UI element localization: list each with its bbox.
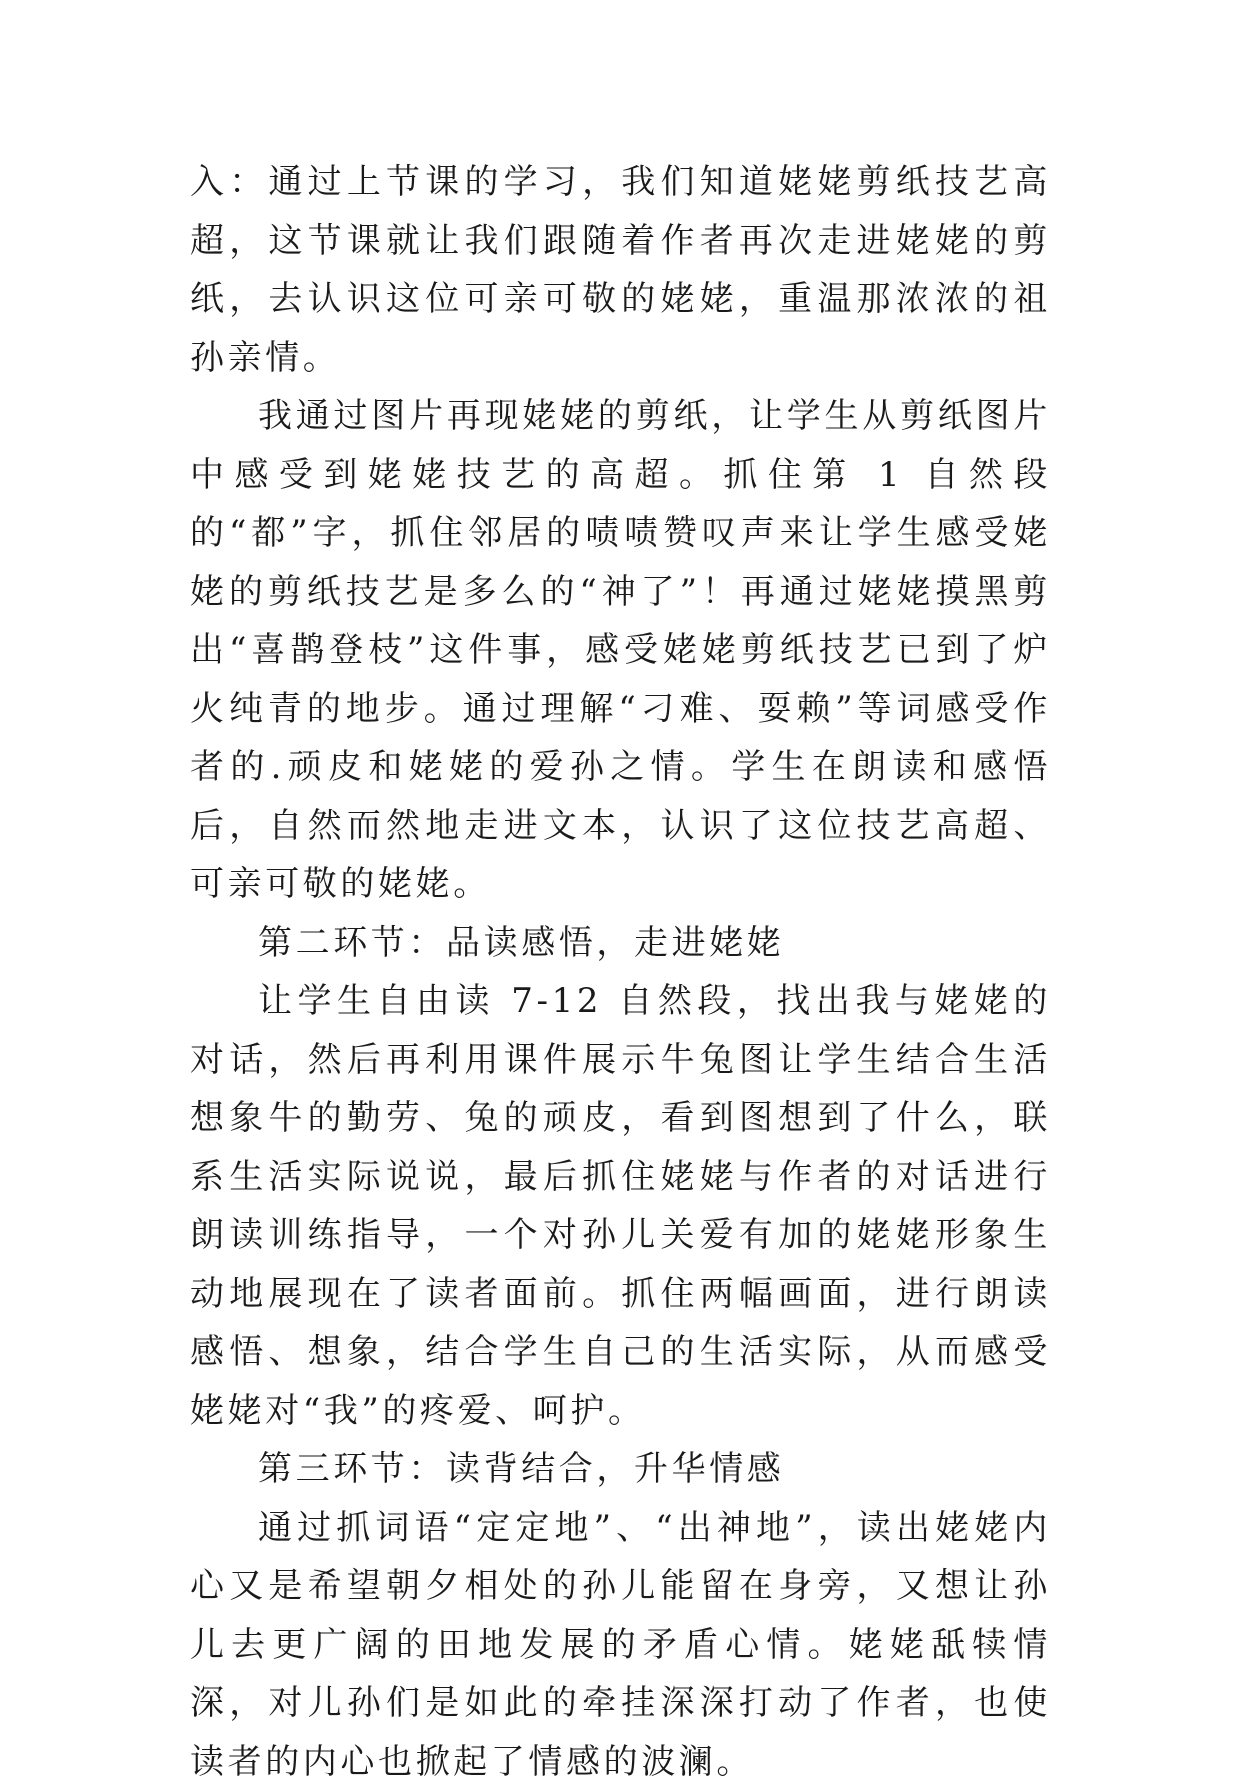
document-body (190, 153, 1051, 1791)
paragraph-intro: 入：通过上节课的学习，我们知道姥姥剪纸技艺高超，这节课就让我们跟随着作者再次走进姥姥的剪纸，去认识这位可亲可敬的姥姥，重温那浓浓的祖孙亲情。 (190, 153, 1051, 387)
section-heading-third: 第三环节：读背结合，升华情感 (190, 1440, 1051, 1499)
paragraph-second-step: 让学生自由读 7-12 自然段，找出我与姥姥的对话，然后再利用课件展示牛兔图让学生结合生活想象牛的勤劳、兔的顽皮，看到图想到了什么，联系生活实际说说，最后抓住姥姥与作者的对话进行朗读训练指导，一个对孙儿关爱有加的姥姥形象生动地展现在了读者面前。抓住两幅画面，进行朗读感悟、想象，结合学生自己的生活实际，从而感受姥姥对“我”的疼爱、呵护。 (190, 972, 1051, 1440)
paragraph-third-step: 通过抓词语“定定地”、“出神地”，读出姥姥内心又是希望朝夕相处的孙儿能留在身旁，又想让孙儿去更广阔的田地发展的矛盾心情。姥姥舐犊情深，对儿孙们是如此的牵挂深深打动了作者，也使读者的内心也掀起了情感的波澜。 (190, 1499, 1051, 1791)
paragraph-first-step: 我通过图片再现姥姥的剪纸，让学生从剪纸图片中感受到姥姥技艺的高超。抓住第 1 自然段的“都”字，抓住邻居的啧啧赞叹声来让学生感受姥姥的剪纸技艺是多么的“神了”！再通过姥姥摸黑剪出“喜鹊登枝”这件事，感受姥姥剪纸技艺已到了炉火纯青的地步。通过理解“刁难、耍赖”等词感受作者的.顽皮和姥姥的爱孙之情。学生在朗读和感悟后，自然而然地走进文本，认识了这位技艺高超、可亲可敬的姥姥。 (190, 387, 1051, 914)
section-heading-second: 第二环节：品读感悟，走进姥姥 (190, 914, 1051, 973)
